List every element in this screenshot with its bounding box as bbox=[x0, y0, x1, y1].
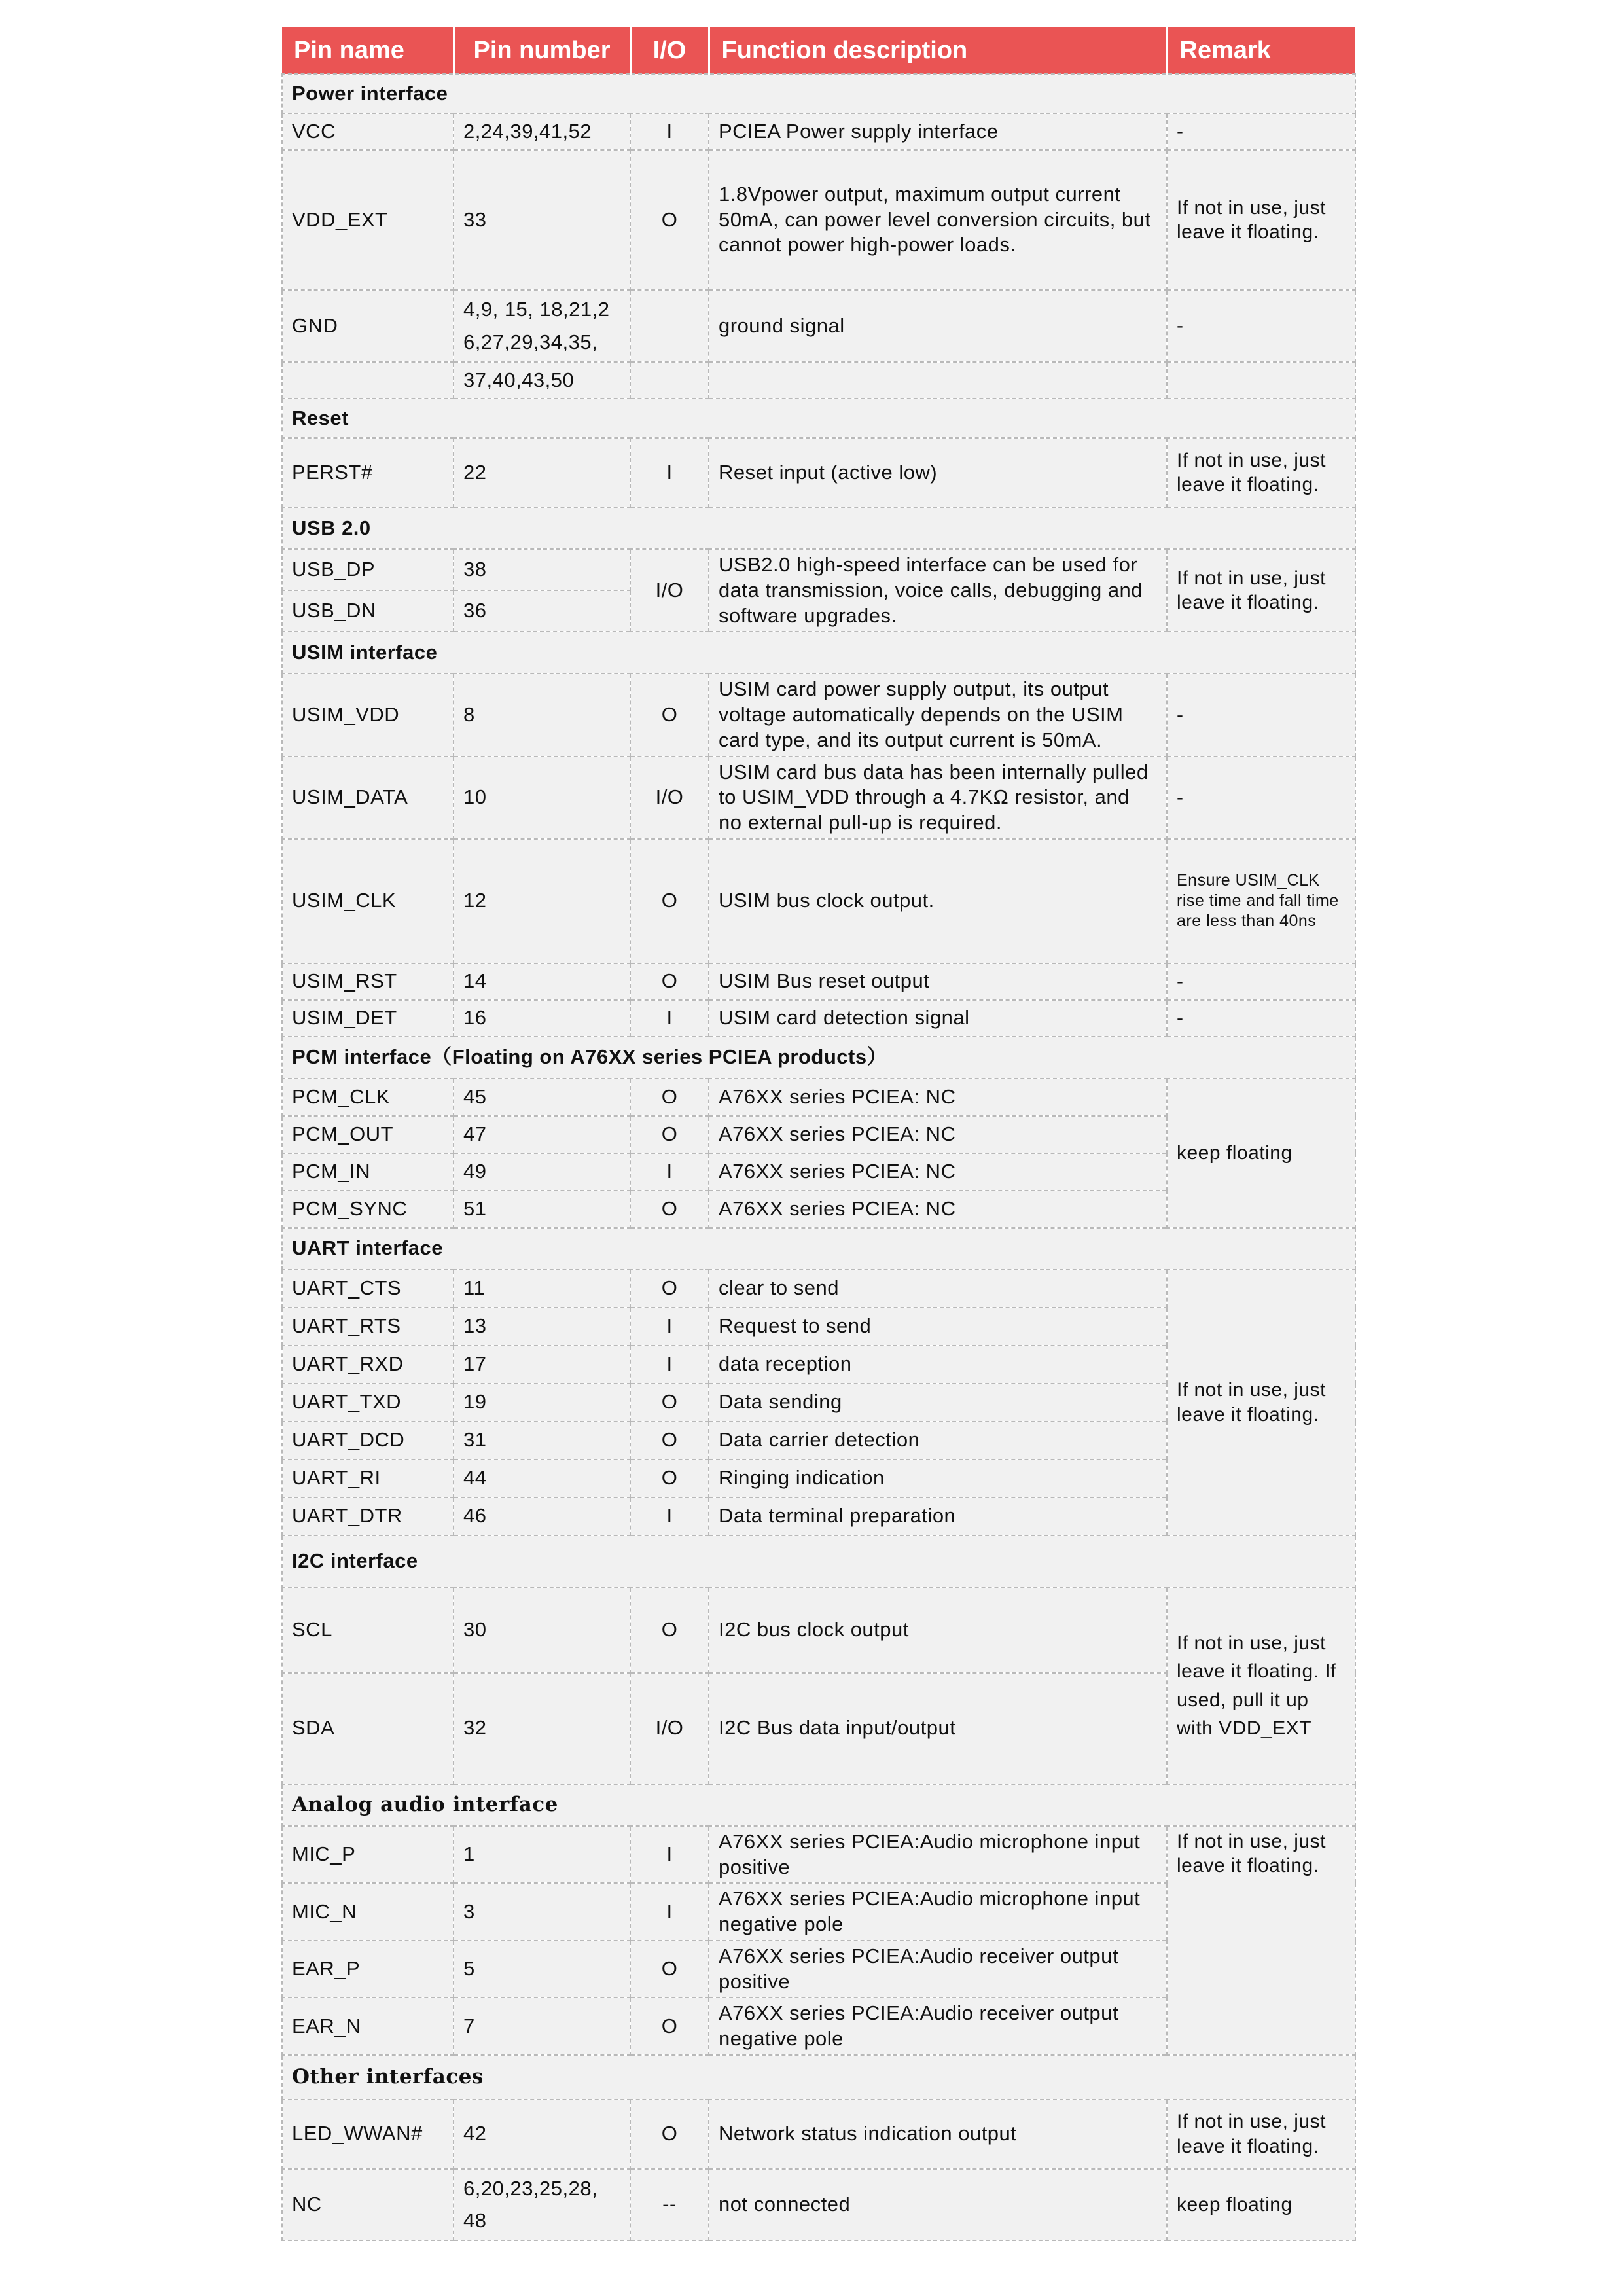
pin-io: O bbox=[630, 2100, 709, 2169]
pin-remark: - bbox=[1167, 1000, 1355, 1037]
pin-io: O bbox=[630, 1384, 709, 1422]
pin-remark: If not in use, just leave it floating. If used, pull it up with VDD_EXT bbox=[1167, 1588, 1355, 1784]
pin-io: O bbox=[630, 1460, 709, 1498]
pin-function: ground signal bbox=[709, 290, 1167, 362]
pin-remark: - bbox=[1167, 113, 1355, 150]
pin-number: 13 bbox=[454, 1308, 630, 1346]
pin-function: USIM Bus reset output bbox=[709, 963, 1167, 1000]
table-row bbox=[282, 549, 1355, 590]
pin-name bbox=[282, 362, 454, 399]
table-row bbox=[282, 839, 1355, 963]
pin-function: A76XX series PCIEA:Audio microphone input negative pole bbox=[709, 1883, 1167, 1941]
pin-function: A76XX series PCIEA:Audio microphone input positive bbox=[709, 1826, 1167, 1884]
pin-name: USIM_DET bbox=[282, 1000, 454, 1037]
section-title-audio: Analog audio interface bbox=[282, 1784, 1355, 1826]
pin-number: 44 bbox=[454, 1460, 630, 1498]
pin-name: UART_CTS bbox=[282, 1270, 454, 1308]
pin-function: USIM card bus data has been internally pulled to USIM_VDD through a 4.7KΩ resistor, and no external pull-up is required. bbox=[709, 757, 1167, 839]
pin-number: 32 bbox=[454, 1673, 630, 1784]
pin-name: USB_DP bbox=[282, 549, 454, 590]
pin-function: Data terminal preparation bbox=[709, 1498, 1167, 1535]
pin-remark: If not in use, just leave it floating. bbox=[1167, 2100, 1355, 2169]
table-row bbox=[282, 438, 1355, 507]
pin-name: LED_WWAN# bbox=[282, 2100, 454, 2169]
header-row bbox=[282, 27, 1355, 74]
col-header-io: I/O bbox=[630, 27, 709, 74]
pin-function: Data carrier detection bbox=[709, 1422, 1167, 1460]
pin-function: data reception bbox=[709, 1346, 1167, 1384]
table-row bbox=[282, 1270, 1355, 1308]
pin-name: PCM_CLK bbox=[282, 1079, 454, 1116]
pin-number: 38 bbox=[454, 549, 630, 590]
col-header-pin-number: Pin number bbox=[454, 27, 630, 74]
pin-io: I bbox=[630, 1000, 709, 1037]
pin-remark: Ensure USIM_CLK rise time and fall time are less than 40ns bbox=[1167, 839, 1355, 963]
pin-remark: If not in use, just leave it floating. bbox=[1167, 1826, 1355, 2055]
pin-io: O bbox=[630, 1270, 709, 1308]
pin-io: I/O bbox=[630, 1673, 709, 1784]
pin-io: O bbox=[630, 673, 709, 756]
pin-name: MIC_P bbox=[282, 1826, 454, 1884]
pin-function: A76XX series PCIEA:Audio receiver output positive bbox=[709, 1941, 1167, 1998]
pin-io bbox=[630, 362, 709, 399]
pin-number: 3 bbox=[454, 1883, 630, 1941]
pin-name: VDD_EXT bbox=[282, 150, 454, 290]
table-row bbox=[282, 1079, 1355, 1116]
pin-function: Network status indication output bbox=[709, 2100, 1167, 2169]
pin-io bbox=[630, 290, 709, 362]
pin-function: clear to send bbox=[709, 1270, 1167, 1308]
section-header bbox=[282, 1784, 1355, 1826]
pin-number: 1 bbox=[454, 1826, 630, 1884]
table-row bbox=[282, 757, 1355, 839]
col-header-remark: Remark bbox=[1167, 27, 1355, 74]
table-row bbox=[282, 2169, 1355, 2240]
pin-number: 8 bbox=[454, 673, 630, 756]
pin-remark: keep floating bbox=[1167, 1079, 1355, 1228]
pin-name: EAR_P bbox=[282, 1941, 454, 1998]
table-row bbox=[282, 963, 1355, 1000]
pin-number: 16 bbox=[454, 1000, 630, 1037]
table-row bbox=[282, 1588, 1355, 1673]
pin-number: 14 bbox=[454, 963, 630, 1000]
section-title-usb: USB 2.0 bbox=[282, 507, 1355, 549]
pin-function bbox=[709, 362, 1167, 399]
pin-function: A76XX series PCIEA: NC bbox=[709, 1191, 1167, 1228]
pin-remark: If not in use, just leave it floating. bbox=[1167, 438, 1355, 507]
table-row bbox=[282, 150, 1355, 290]
pin-number: 4,9, 15, 18,21,2 6,27,29,34,35, bbox=[454, 290, 630, 362]
pin-number: 7 bbox=[454, 1998, 630, 2055]
table-row bbox=[282, 290, 1355, 362]
pin-number: 46 bbox=[454, 1498, 630, 1535]
pin-name: NC bbox=[282, 2169, 454, 2240]
section-title-reset: Reset bbox=[282, 399, 1355, 438]
pin-function: Reset input (active low) bbox=[709, 438, 1167, 507]
pin-name: UART_RXD bbox=[282, 1346, 454, 1384]
pin-number: 49 bbox=[454, 1153, 630, 1191]
pin-name: PCM_SYNC bbox=[282, 1191, 454, 1228]
pin-name: UART_DTR bbox=[282, 1498, 454, 1535]
pin-function: 1.8Vpower output, maximum output current 50mA, can power level conversion circuits, but cannot power high-power loads. bbox=[709, 150, 1167, 290]
pin-number: 11 bbox=[454, 1270, 630, 1308]
pin-name: EAR_N bbox=[282, 1998, 454, 2055]
pin-number: 19 bbox=[454, 1384, 630, 1422]
pin-number: 5 bbox=[454, 1941, 630, 1998]
col-header-function: Function description bbox=[709, 27, 1167, 74]
pin-remark: If not in use, just leave it floating. bbox=[1167, 549, 1355, 632]
pin-io: O bbox=[630, 150, 709, 290]
pin-number: 33 bbox=[454, 150, 630, 290]
pin-io: O bbox=[630, 1588, 709, 1673]
section-header bbox=[282, 507, 1355, 549]
pin-definition-sheet bbox=[281, 27, 1355, 2241]
section-header bbox=[282, 74, 1355, 113]
pin-name: UART_RI bbox=[282, 1460, 454, 1498]
pin-name: UART_TXD bbox=[282, 1384, 454, 1422]
pin-function: A76XX series PCIEA: NC bbox=[709, 1153, 1167, 1191]
pin-number: 2,24,39,41,52 bbox=[454, 113, 630, 150]
pin-number: 10 bbox=[454, 757, 630, 839]
section-header bbox=[282, 1228, 1355, 1270]
section-header bbox=[282, 2055, 1355, 2100]
pin-function: Ringing indication bbox=[709, 1460, 1167, 1498]
pin-function: I2C Bus data input/output bbox=[709, 1673, 1167, 1784]
pin-io: O bbox=[630, 1422, 709, 1460]
pin-io: -- bbox=[630, 2169, 709, 2240]
section-title-usim: USIM interface bbox=[282, 632, 1355, 673]
pin-remark: - bbox=[1167, 963, 1355, 1000]
pin-name: VCC bbox=[282, 113, 454, 150]
pin-function: USIM card detection signal bbox=[709, 1000, 1167, 1037]
pin-remark: keep floating bbox=[1167, 2169, 1355, 2240]
pin-name: SDA bbox=[282, 1673, 454, 1784]
table-row bbox=[282, 113, 1355, 150]
pin-function: Data sending bbox=[709, 1384, 1167, 1422]
section-title-i2c: I2C interface bbox=[282, 1535, 1355, 1588]
table-row bbox=[282, 673, 1355, 756]
table-row bbox=[282, 1000, 1355, 1037]
pin-function: A76XX series PCIEA: NC bbox=[709, 1079, 1167, 1116]
pin-io: I/O bbox=[630, 757, 709, 839]
pin-name: USIM_DATA bbox=[282, 757, 454, 839]
pin-io: I bbox=[630, 1308, 709, 1346]
pin-name: USB_DN bbox=[282, 590, 454, 632]
section-title-uart: UART interface bbox=[282, 1228, 1355, 1270]
pin-remark: If not in use, just leave it floating. bbox=[1167, 150, 1355, 290]
table-row bbox=[282, 362, 1355, 399]
pin-io: I bbox=[630, 1826, 709, 1884]
pin-function: A76XX series PCIEA:Audio receiver output negative pole bbox=[709, 1998, 1167, 2055]
pin-name: UART_RTS bbox=[282, 1308, 454, 1346]
pin-remark bbox=[1167, 362, 1355, 399]
pin-io: I/O bbox=[630, 549, 709, 632]
pin-function: USIM bus clock output. bbox=[709, 839, 1167, 963]
pin-io: O bbox=[630, 963, 709, 1000]
section-title-other: Other interfaces bbox=[282, 2055, 1355, 2100]
pin-number: 36 bbox=[454, 590, 630, 632]
pin-function: Request to send bbox=[709, 1308, 1167, 1346]
section-header bbox=[282, 632, 1355, 673]
pin-io: O bbox=[630, 1998, 709, 2055]
pin-table bbox=[281, 27, 1356, 2241]
section-header bbox=[282, 399, 1355, 438]
pin-name: USIM_RST bbox=[282, 963, 454, 1000]
section-header bbox=[282, 1037, 1355, 1079]
pin-number: 42 bbox=[454, 2100, 630, 2169]
pin-function: I2C bus clock output bbox=[709, 1588, 1167, 1673]
pin-io: I bbox=[630, 1883, 709, 1941]
pin-number: 45 bbox=[454, 1079, 630, 1116]
pin-name: GND bbox=[282, 290, 454, 362]
col-header-pin-name: Pin name bbox=[282, 27, 454, 74]
pin-name: USIM_VDD bbox=[282, 673, 454, 756]
pin-io: I bbox=[630, 113, 709, 150]
pin-remark: - bbox=[1167, 673, 1355, 756]
pin-function: PCIEA Power supply interface bbox=[709, 113, 1167, 150]
pin-number: 31 bbox=[454, 1422, 630, 1460]
pin-io: I bbox=[630, 438, 709, 507]
pin-remark: If not in use, just leave it floating. bbox=[1167, 1270, 1355, 1535]
pin-io: O bbox=[630, 1941, 709, 1998]
pin-number: 17 bbox=[454, 1346, 630, 1384]
pin-function: USIM card power supply output, its output voltage automatically depends on the USIM card type, and its output current is 50mA. bbox=[709, 673, 1167, 756]
pin-number: 30 bbox=[454, 1588, 630, 1673]
pin-io: O bbox=[630, 1191, 709, 1228]
pin-name: SCL bbox=[282, 1588, 454, 1673]
pin-io: O bbox=[630, 1079, 709, 1116]
pin-name: MIC_N bbox=[282, 1883, 454, 1941]
section-title-pcm: PCM interface（Floating on A76XX series PCIEA products） bbox=[282, 1037, 1355, 1079]
pin-io: O bbox=[630, 839, 709, 963]
section-title-power: Power interface bbox=[282, 74, 1355, 113]
pin-number: 47 bbox=[454, 1116, 630, 1153]
pin-io: I bbox=[630, 1498, 709, 1535]
pin-function: A76XX series PCIEA: NC bbox=[709, 1116, 1167, 1153]
pin-io: I bbox=[630, 1346, 709, 1384]
pin-number: 12 bbox=[454, 839, 630, 963]
pin-name: PERST# bbox=[282, 438, 454, 507]
pin-function: not connected bbox=[709, 2169, 1167, 2240]
table-row bbox=[282, 2100, 1355, 2169]
pin-number: 6,20,23,25,28, 48 bbox=[454, 2169, 630, 2240]
pin-name: UART_DCD bbox=[282, 1422, 454, 1460]
section-header bbox=[282, 1535, 1355, 1588]
table-row bbox=[282, 1826, 1355, 1884]
pin-number: 22 bbox=[454, 438, 630, 507]
pin-name: PCM_OUT bbox=[282, 1116, 454, 1153]
pin-remark: - bbox=[1167, 757, 1355, 839]
pin-name: USIM_CLK bbox=[282, 839, 454, 963]
pin-io: O bbox=[630, 1116, 709, 1153]
pin-number: 51 bbox=[454, 1191, 630, 1228]
pin-remark: - bbox=[1167, 290, 1355, 362]
pin-function: USB2.0 high-speed interface can be used for data transmission, voice calls, debugging and software upgrades. bbox=[709, 549, 1167, 632]
pin-number: 37,40,43,50 bbox=[454, 362, 630, 399]
pin-name: PCM_IN bbox=[282, 1153, 454, 1191]
pin-io: I bbox=[630, 1153, 709, 1191]
